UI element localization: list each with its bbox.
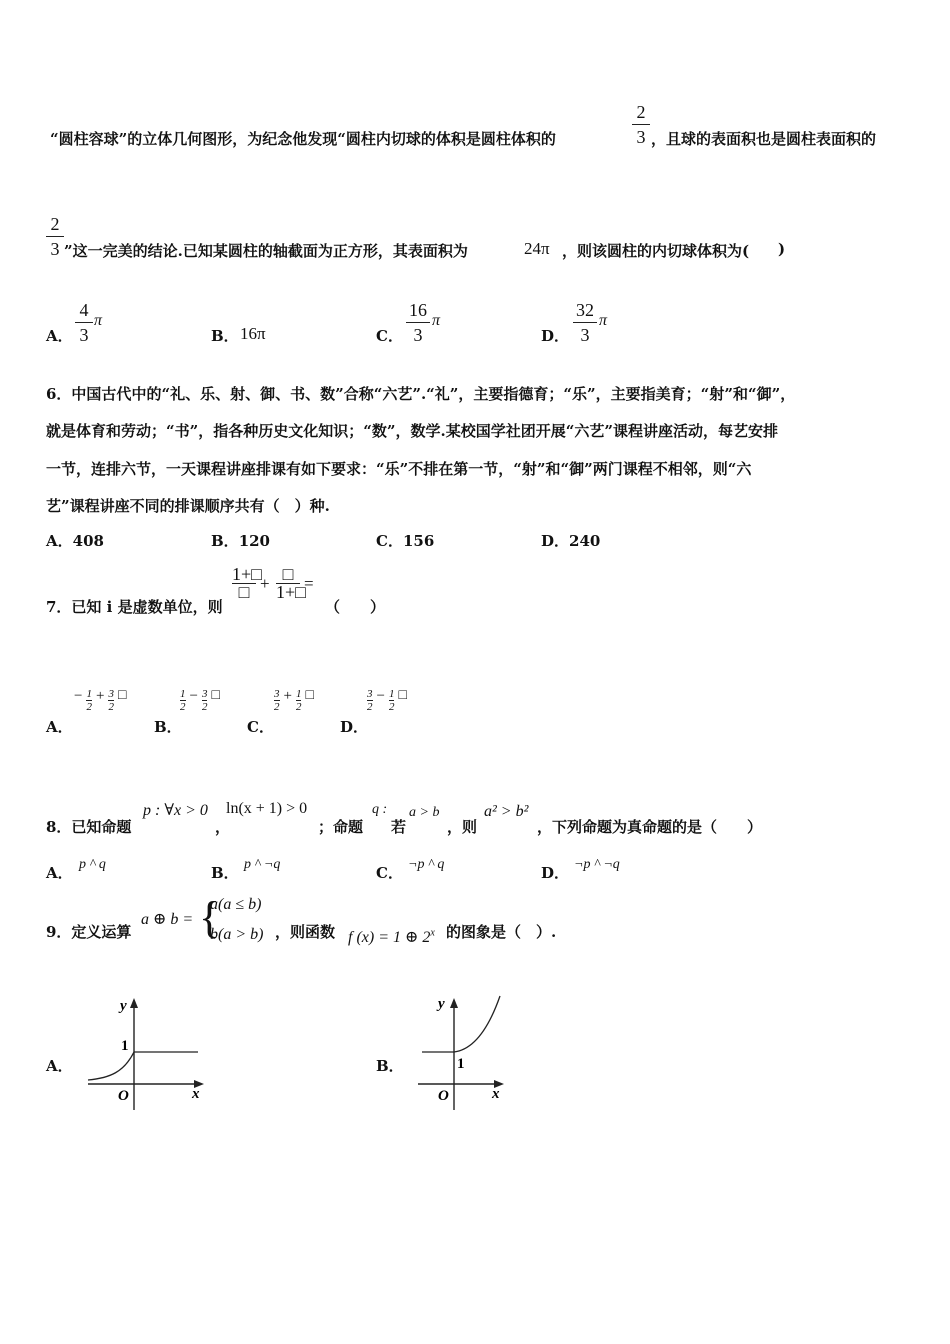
q8-option-a-label[interactable]: A． <box>46 864 73 882</box>
q9-option-b-label[interactable]: B． <box>376 1057 404 1075</box>
q8-option-c-value: ¬p ^ q <box>408 857 445 872</box>
q5-option-b-label[interactable]: B． <box>211 327 239 345</box>
y-label: y <box>120 998 127 1014</box>
q8-option-b-label[interactable]: B． <box>211 864 239 882</box>
q5-option-c-fraction: 16 3 <box>406 300 430 345</box>
one-label: 1 <box>457 1056 465 1072</box>
q8-option-a-value: p ^ q <box>79 857 106 872</box>
q9-stem-a: 9．定义运算 <box>46 923 132 941</box>
q6-line-1: 6．中国古代中的“礼、乐、射、御、书、数”合称“六艺”.“礼”，主要指德育；“乐”，主要指美育；“射”和“御”， <box>46 385 796 403</box>
q5-option-b-value: 16π <box>240 324 266 343</box>
q7-option-a-label[interactable]: A． <box>46 718 73 736</box>
q9-case-2: b(a > b) <box>210 926 264 943</box>
q8-option-c-label[interactable]: C． <box>376 864 403 882</box>
q8-option-d-label[interactable]: D． <box>541 864 570 882</box>
q7-option-d-expr: $\frac{3}{2}$ − $\frac{1}{2}$ □ <box>367 688 407 713</box>
q8-concl: a² > b² <box>484 803 529 820</box>
origin-label: O <box>438 1088 449 1104</box>
q5-area: 24π <box>524 239 550 258</box>
q7-option-a-expr: − $\frac{1}{2}$ + $\frac{3}{2}$ □ <box>74 688 127 713</box>
q7-option-c-label[interactable]: C． <box>247 718 274 736</box>
q8-q-expr: q : <box>372 802 388 817</box>
q9-function: f (x) = 1 ⊕ 2$^x$ <box>348 927 435 946</box>
q6-line-2: 就是体育和劳动；“书”，指各种历史文化知识；“数”，数学.某校国学社团开展“六艺”课程讲座活动，每艺安排 <box>46 422 778 440</box>
q6-option-b[interactable]: B．120 <box>211 532 270 550</box>
q5-option-c-label[interactable]: C． <box>376 327 403 345</box>
q5-line1-b: ，且球的表面积也是圆柱表面积的 <box>651 130 877 148</box>
q9-case-1: a(a ≤ b) <box>210 896 262 913</box>
one-label: 1 <box>121 1038 129 1054</box>
y-axis-arrow <box>450 998 458 1008</box>
q5-option-a-pi: π <box>94 312 103 329</box>
q9-brace: { <box>199 893 221 942</box>
q7-equals: = <box>304 574 314 593</box>
q5-line2-a: ”这一完美的结论.已知某圆柱的轴截面为正方形，其表面积为 <box>64 242 468 260</box>
origin-label: O <box>118 1088 129 1104</box>
q9-option-a-graph[interactable] <box>80 990 220 1110</box>
q8-ze: ，则 <box>447 818 478 836</box>
y-axis-arrow <box>130 998 138 1008</box>
q7-option-c-expr: $\frac{3}{2}$ + $\frac{1}{2}$ □ <box>274 688 314 713</box>
q8-semi: ；命题 <box>318 818 364 836</box>
q5-option-d-fraction: 32 3 <box>573 300 597 345</box>
y-label: y <box>438 996 445 1012</box>
q7-fraction-left: 1+□ □ <box>232 564 263 602</box>
q6-line-3: 一节，连排六节，一天课程讲座排课有如下要求：“乐”不排在第一节，“射”和“御”两门课程不相邻，则“六 <box>46 460 752 478</box>
q9-op-lhs: a ⊕ b = <box>141 911 194 928</box>
q5-fraction-two-thirds: 2 3 <box>632 102 650 147</box>
q6-option-a[interactable]: A．408 <box>46 532 104 550</box>
q5-line1-a: “圆柱容球”的立体几何图形，为纪念他发现“圆柱内切球的体积是圆柱体积的 <box>50 130 556 148</box>
q8-stem-a: 8．已知命题 <box>46 818 132 836</box>
q6-option-c[interactable]: C．156 <box>376 532 435 550</box>
q5-option-a-label[interactable]: A． <box>46 327 73 345</box>
q8-comma: ， <box>215 818 231 836</box>
x-label: x <box>192 1086 200 1102</box>
q5-option-c-pi: π <box>432 312 441 329</box>
q5-line2-c: ) <box>778 240 786 258</box>
curve-exponential <box>454 996 500 1052</box>
q5-line2-b: ，则该圆柱的内切球体积为( <box>562 242 750 260</box>
q6-option-d[interactable]: D．240 <box>541 532 601 550</box>
q7-option-b-expr: $\frac{1}{2}$ − $\frac{3}{2}$ □ <box>180 688 220 713</box>
q5-option-a-fraction: 4 3 <box>75 300 93 345</box>
q8-ruo: 若 <box>391 818 407 836</box>
q7-option-b-label[interactable]: B． <box>154 718 182 736</box>
q6-line-4: 艺”课程讲座不同的排课顺序共有（ ）种. <box>46 497 330 515</box>
q9-option-b-graph[interactable] <box>410 990 550 1110</box>
q5-option-d-label[interactable]: D． <box>541 327 570 345</box>
q7-stem: 7．已知 i 是虚数单位，则 <box>46 598 223 616</box>
q7-paren: （ ） <box>325 598 386 616</box>
curve-exponential <box>88 1052 134 1080</box>
q8-cond: a > b <box>409 805 440 820</box>
q9-stem-c: 的图象是（ ）. <box>446 923 557 941</box>
q7-option-d-label[interactable]: D． <box>340 718 369 736</box>
q8-option-b-value: p ^ ¬q <box>244 857 281 872</box>
q5-option-d-pi: π <box>599 312 608 329</box>
q7-fraction-right: □ 1+□ <box>276 564 307 602</box>
q8-option-d-value: ¬p ^ ¬q <box>574 857 620 872</box>
q7-plus: + <box>260 574 270 593</box>
q5-fraction-two-thirds-2: 2 3 <box>46 214 64 259</box>
q8-stem-b: ，下列命题为真命题的是（ ） <box>537 818 763 836</box>
x-label: x <box>492 1086 500 1102</box>
q8-ln-expr: ln(x + 1) > 0 <box>226 800 308 817</box>
q9-option-a-label[interactable]: A． <box>46 1057 73 1075</box>
q8-p-expr: p : ∀x > 0 <box>143 802 208 819</box>
q9-stem-b: ，则函数 <box>275 923 336 941</box>
